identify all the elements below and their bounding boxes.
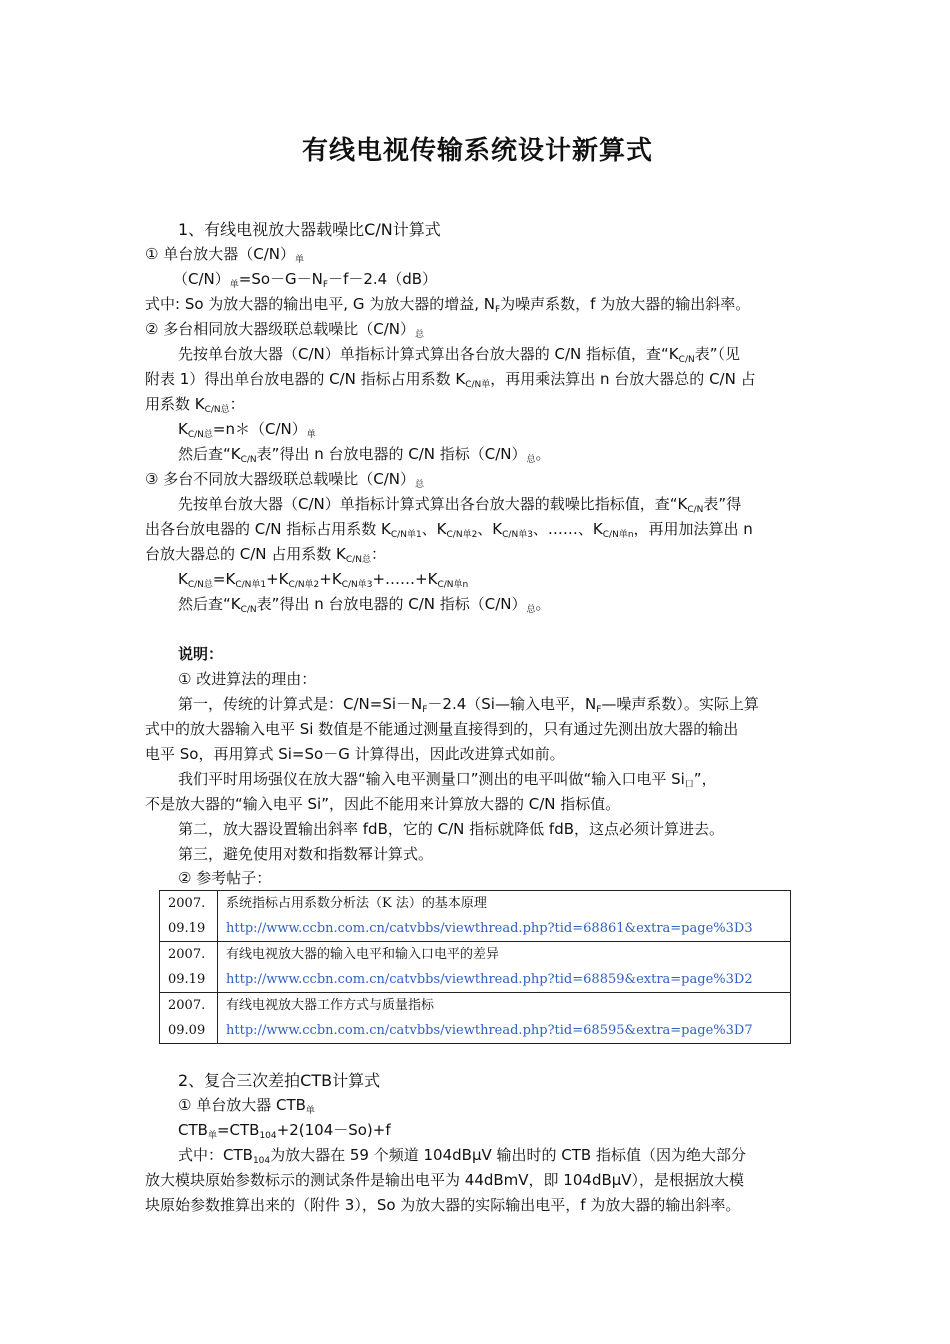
ref-title: 有线电视放大器工作方式与质量指标 — [226, 998, 435, 1013]
ref-date: 2007. 09.09 — [160, 993, 218, 1044]
paragraph-line: 块原始参数推算出来的（附件 3），So 为放大器的实际输出电平，f 为放大器的输出斜率。 — [145, 1196, 741, 1214]
paragraph-line: 附表 1）得出单台放电器的 C/N 指标占用系数 $K_{C/N单}$，再用乘法算出 n 台放大器总的 C/N 占 — [145, 370, 756, 390]
notes-reason-label: ① 改进算法的理由： — [178, 670, 317, 688]
notes-heading: 说明： — [178, 645, 224, 663]
section-2-heading: 2、复合三次差拍CTB计算式 — [178, 1071, 381, 1090]
sec1-item-2-label: ② 多台相同放大器级联总载噪比$(C/N)_总$ — [145, 320, 424, 340]
formula-ctb: $CTB_单=CTB_{104}+2(104-So)+f$ — [178, 1121, 391, 1141]
paragraph-line: 我们平时用场强仪在放大器“输入电平测量口”测出的电平叫做“输入口电平 $Si_口$”， — [178, 770, 717, 790]
formula-explanation: 式中: So 为放大器的输出电平, G 为放大器的增益, $N_F$为噪声系数，f 为放大器的输出斜率。 — [145, 295, 751, 315]
references-label: ② 参考帖子： — [178, 869, 272, 887]
paragraph-line: 台放大器总的 C/N 占用系数 $K_{C/N总}$： — [145, 545, 386, 565]
paragraph-line: 式中的放大器输入电平 Si 数值是不能通过测量直接得到的，只有通过先测出放大器的输出 — [145, 720, 739, 738]
ref-link[interactable]: http://www.ccbn.com.cn/catvbbs/viewthread.php?tid=68595&extra=page%3D7 — [226, 1023, 753, 1038]
references-table — [159, 890, 791, 1044]
sec2-item-1-label: ① 单台放大器 $CTB_单$ — [178, 1096, 315, 1116]
paragraph-line: 不是放大器的“输入电平 Si”，因此不能用来计算放大器的 C/N 指标值。 — [145, 795, 621, 813]
ref-title: 系统指标占用系数分析法（K 法）的基本原理 — [226, 896, 487, 911]
document-title: 有线电视传输系统设计新算式 — [301, 136, 653, 166]
paragraph-line: 第三，避免使用对数和指数幂计算式。 — [178, 845, 434, 863]
ref-cell — [218, 891, 791, 942]
ref-date: 2007. 09.19 — [160, 891, 218, 942]
ref-cell — [218, 993, 791, 1044]
section-1-heading: 1、有线电视放大器载噪比C/N计算式 — [178, 220, 441, 239]
paragraph-line: 先按单台放大器（C/N）单指标计算式算出各台放大器的 C/N 指标值，查“$K_{C/N}$表”（见 — [178, 345, 740, 365]
ref-link[interactable]: http://www.ccbn.com.cn/catvbbs/viewthread.php?tid=68861&extra=page%3D3 — [226, 921, 753, 936]
paragraph-line: 放大模块原始参数标示的测试条件是输出电平为 44dBmV，即 104dBμV），是根据放大模 — [145, 1171, 745, 1189]
paragraph-line: 然后查“$K_{C/N}$表”得出 n 台放电器的 C/N 指标$(C/N)_总$。 — [178, 595, 551, 615]
formula-cascade-different: $K_{C/N总}=K_{C/N单1}+K_{C/N单2}+K_{C/N单3}+\dots\dots+K_{C/N单n}$ — [178, 570, 469, 590]
formula-cascade-same: $K_{C/N总}=n*(C/N)_单$ — [178, 420, 316, 440]
formula-single-cn: $(C/N)_单=So-G-N_F-f-2.4(dB)$ — [173, 270, 438, 290]
paragraph-line: 用系数 $K_{C/N总}$： — [145, 395, 245, 415]
paragraph-line: 式中：$CTB_{104}$为放大器在 59 个频道 104dBμV 输出时的 CTB 指标值（因为绝大部分 — [178, 1146, 746, 1166]
ref-cell — [218, 942, 791, 993]
table-row — [160, 942, 791, 993]
sec1-item-1-label: ① 单台放大器$(C/N)_单$ — [145, 245, 304, 265]
sec1-item-3-label: ③ 多台不同放大器级联总载噪比$(C/N)_总$ — [145, 470, 424, 490]
paragraph-line: 先按单台放大器（C/N）单指标计算式算出各台放大器的载噪比指标值，查“$K_{C/N}$表”得 — [178, 495, 742, 515]
paragraph-line: 然后查“$K_{C/N}$表”得出 n 台放电器的 C/N 指标$(C/N)_总$。 — [178, 445, 551, 465]
table-row — [160, 993, 791, 1044]
paragraph-line: 出各台放电器的 C/N 指标占用系数 $K_{C/N单1}$、$K_{C/N单2}$、$K_{C/N单3}$、……、$K_{C/N单n}$，再用加法算出 n — [145, 520, 753, 540]
ref-title: 有线电视放大器的输入电平和输入口电平的差异 — [226, 947, 500, 962]
ref-link[interactable]: http://www.ccbn.com.cn/catvbbs/viewthread.php?tid=68859&extra=page%3D2 — [226, 972, 753, 987]
table-row — [160, 891, 791, 942]
paragraph-line: 第一，传统的计算式是：$C/N=Si-N_F-2.4(Si—$输入电平，$N_F—$噪声系数）。实际上算 — [178, 695, 759, 715]
paragraph-line: 电平 So，再用算式 Si=So－G 计算得出，因此改进算式如前。 — [145, 745, 565, 763]
paragraph-line: 第二，放大器设置输出斜率 fdB，它的 C/N 指标就降低 fdB，这点必须计算进去。 — [178, 820, 725, 838]
ref-date: 2007. 09.19 — [160, 942, 218, 993]
